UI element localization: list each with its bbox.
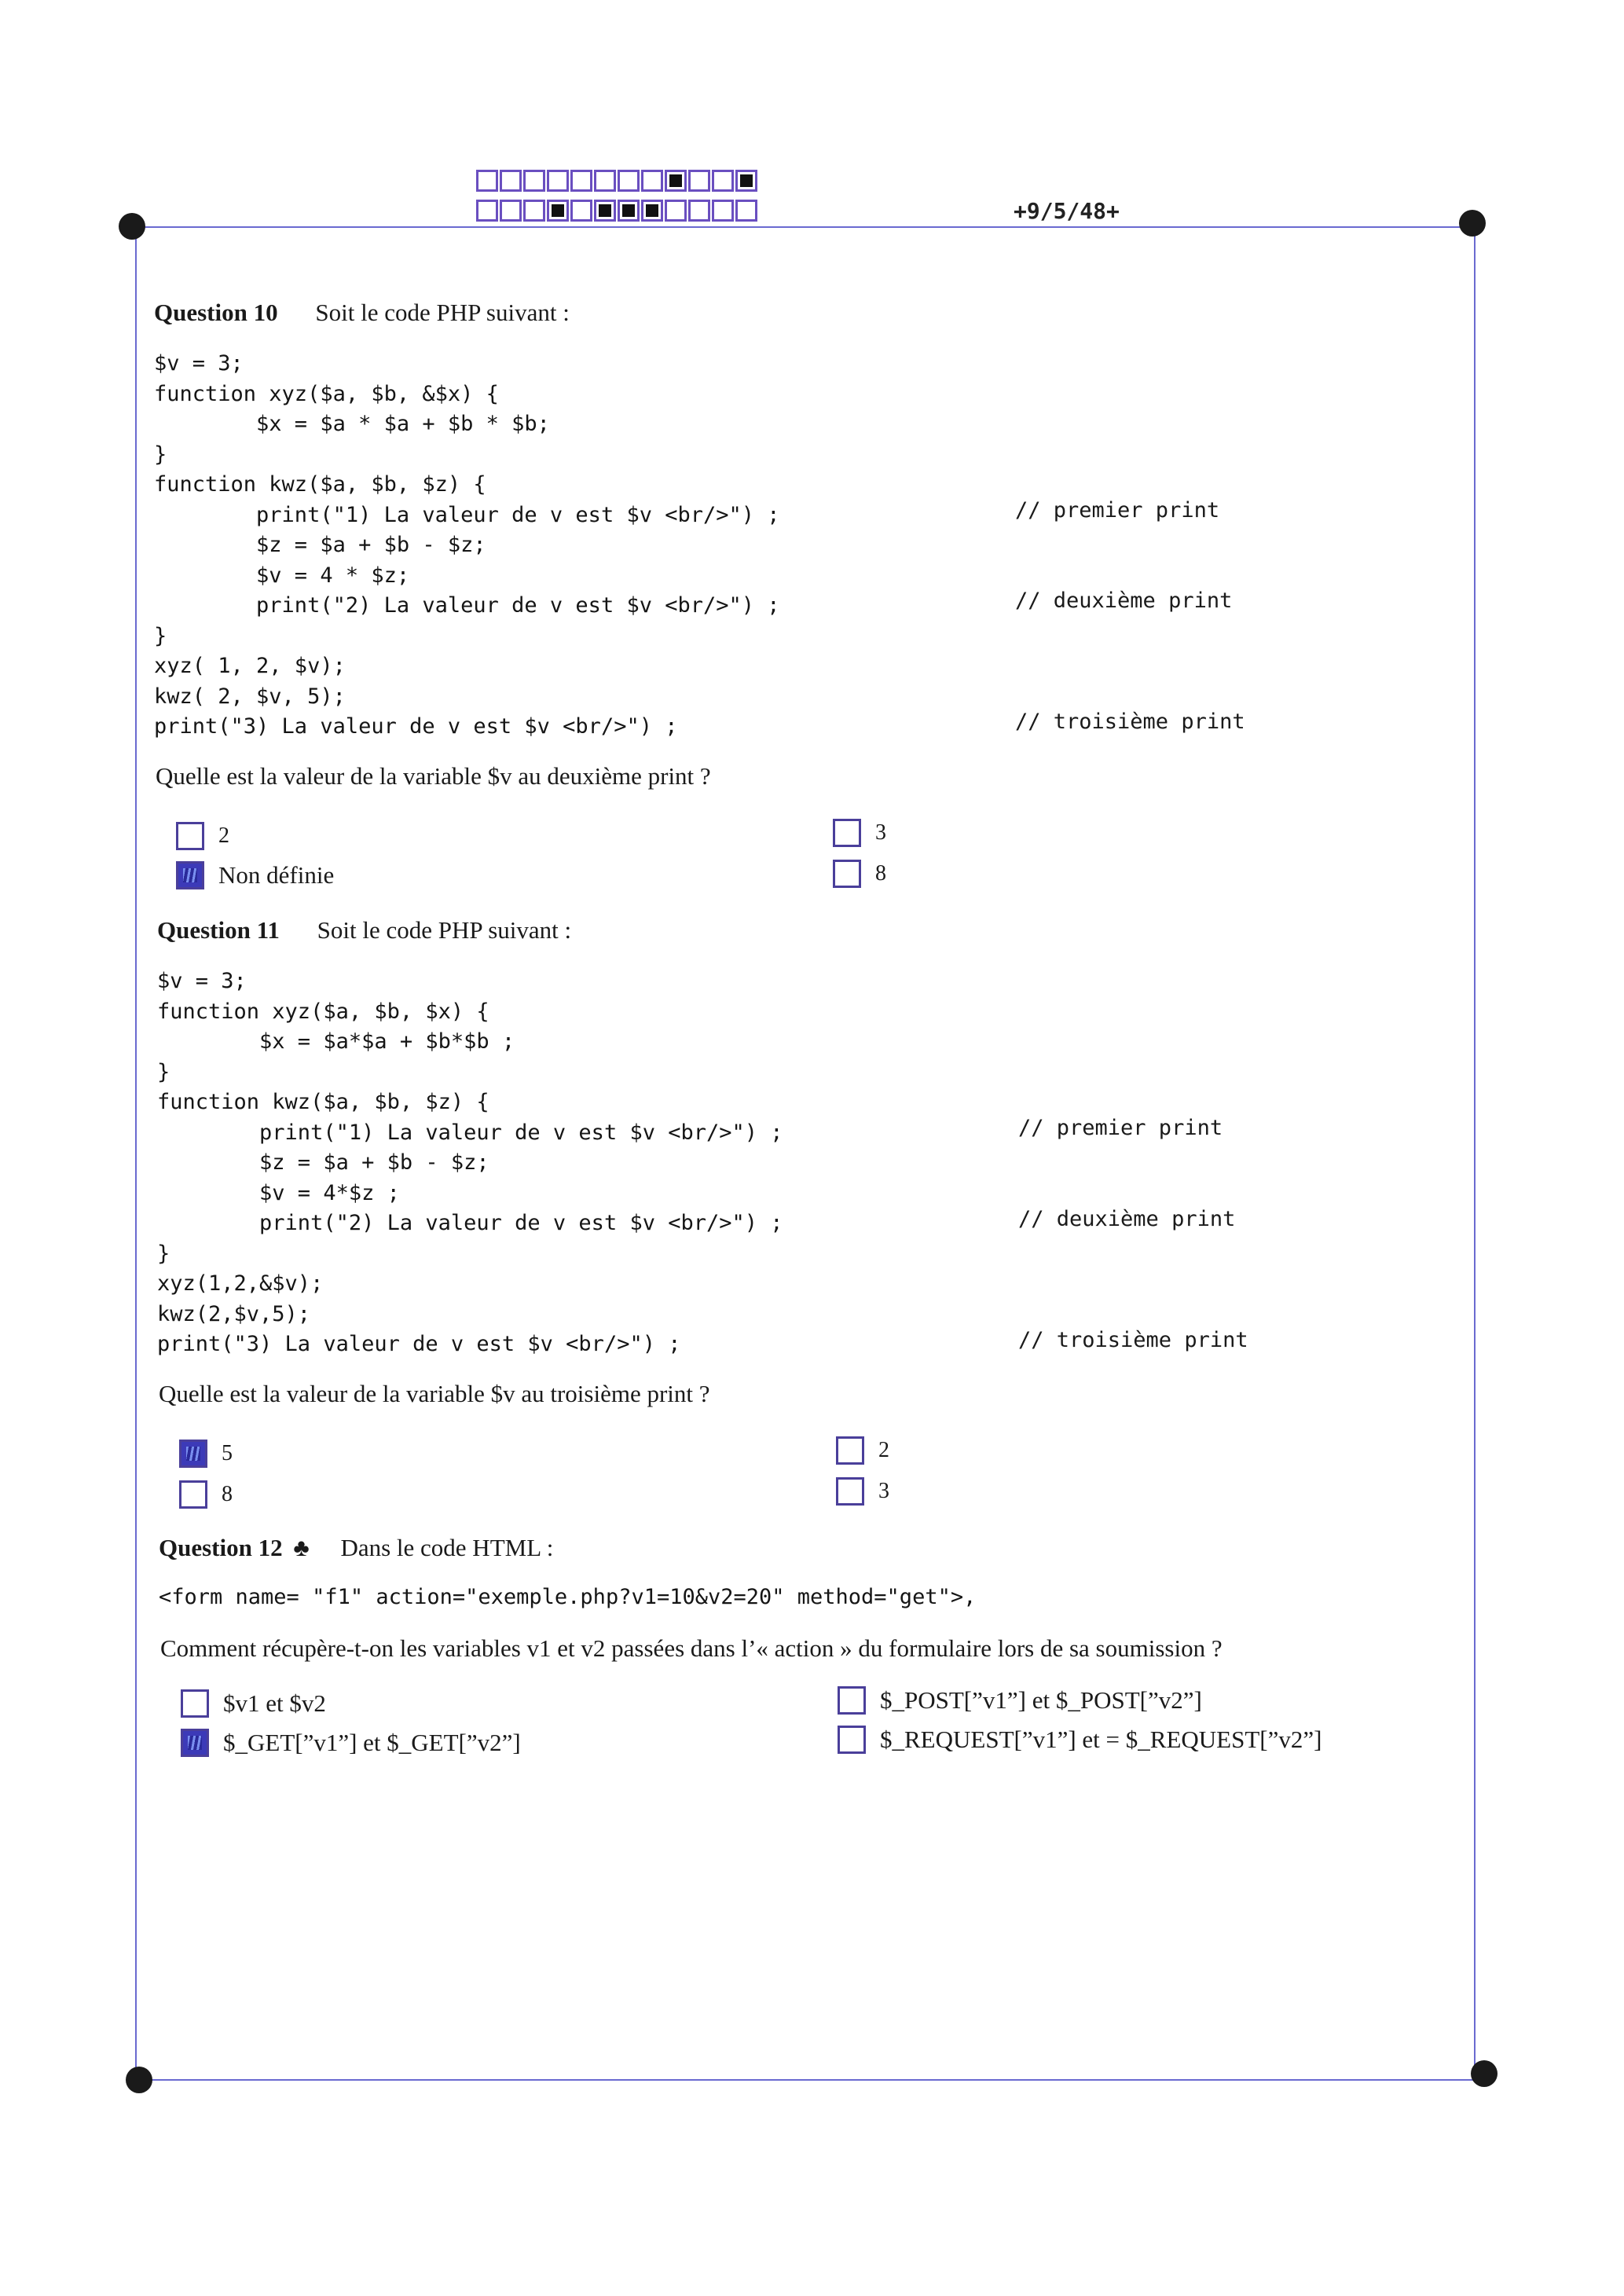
barcode-cell — [523, 200, 545, 222]
q12-option-post-checkbox[interactable] — [838, 1686, 866, 1715]
q11-question: Quelle est la valeur de la variable $v au troisième print ? — [159, 1380, 710, 1407]
code-line: function kwz($a, $b, $z) { — [157, 1090, 489, 1114]
q10-option-3-checkbox[interactable] — [833, 819, 861, 847]
barcode-cell — [712, 200, 734, 222]
barcode-cell — [476, 170, 498, 192]
q10-option-non-definie-checkbox[interactable] — [176, 861, 204, 889]
barcode-cell — [476, 200, 498, 222]
barcode-cell — [500, 200, 522, 222]
code-line: $v = 4*$z ; — [157, 1180, 400, 1205]
q11-option-8[interactable] — [179, 1480, 233, 1509]
barcode-cell — [735, 170, 757, 192]
q10-option-2-label: 2 — [218, 823, 229, 848]
q10-option-8-checkbox[interactable] — [833, 860, 861, 888]
code-line: } — [157, 1241, 170, 1266]
q12-question: Comment récupère-t-on les variables v1 et v2 passées dans l’« action » du formulaire lors de sa soumission ? — [160, 1634, 1223, 1662]
q10-code-block — [154, 349, 780, 743]
code-line: $x = $a * $a + $b * $b; — [154, 412, 550, 436]
q11-option-2[interactable] — [836, 1436, 889, 1465]
barcode-top-row — [476, 170, 759, 192]
barcode-cell — [735, 200, 757, 222]
q11-intro: Soit le code PHP suivant : — [317, 916, 572, 944]
q11-option-5-label: 5 — [222, 1441, 233, 1465]
page-identifier: +9/5/48+ — [1014, 198, 1120, 224]
q10-option-non-definie[interactable] — [176, 861, 334, 889]
code-line: } — [154, 442, 167, 467]
barcode-cell — [547, 170, 569, 192]
barcode-cell — [594, 170, 616, 192]
q10-comment-third: // troisième print — [1015, 710, 1245, 734]
code-line: print("2) La valeur de v est $v <br/>") ; — [154, 593, 780, 618]
q12-option-v1-v2-label: $v1 et $v2 — [223, 1689, 326, 1717]
code-line: print("1) La valeur de v est $v <br/>") ; — [154, 502, 780, 527]
barcode-cell — [641, 170, 663, 192]
corner-marker-bottom-right — [1471, 2060, 1498, 2087]
q10-intro: Soit le code PHP suivant : — [315, 299, 570, 326]
barcode-cell — [500, 170, 522, 192]
q12-option-v1-v2-checkbox[interactable] — [181, 1689, 209, 1718]
q10-option-3-label: 3 — [875, 820, 886, 845]
q12-title — [159, 1534, 553, 1562]
q11-code-block — [157, 966, 783, 1360]
code-line: print("1) La valeur de v est $v <br/>") ; — [157, 1120, 783, 1145]
barcode-cell — [641, 200, 663, 222]
q12-option-post[interactable] — [838, 1686, 1202, 1715]
q11-option-3-label: 3 — [878, 1479, 889, 1503]
q10-option-non-definie-label: Non définie — [218, 861, 335, 889]
q11-option-3[interactable] — [836, 1477, 889, 1506]
q11-option-5-checkbox[interactable] — [179, 1440, 207, 1468]
code-line: kwz( 2, $v, 5); — [154, 684, 346, 709]
barcode-cell — [665, 200, 687, 222]
barcode-cell — [618, 170, 640, 192]
barcode-bottom-row — [476, 200, 759, 222]
q12-option-v1-v2[interactable] — [181, 1689, 326, 1718]
q10-comment-second: // deuxième print — [1015, 589, 1233, 613]
q11-title — [157, 916, 571, 944]
q11-option-2-checkbox[interactable] — [836, 1436, 864, 1465]
code-line: $v = 4 * $z; — [154, 563, 410, 588]
q11-option-5[interactable] — [179, 1440, 233, 1468]
barcode-cell — [547, 200, 569, 222]
code-line: xyz(1,2,&$v); — [157, 1271, 324, 1296]
q12-option-get-checkbox[interactable] — [181, 1729, 209, 1757]
code-line: $v = 3; — [157, 969, 247, 993]
barcode-cell — [523, 170, 545, 192]
q12-option-get[interactable] — [181, 1729, 521, 1757]
code-line: kwz(2,$v,5); — [157, 1301, 311, 1326]
code-line: print("3) La valeur de v est $v <br/>") ; — [157, 1332, 681, 1356]
code-line: } — [157, 1059, 170, 1084]
q12-option-request-checkbox[interactable] — [838, 1726, 866, 1754]
q12-number: Question 12 — [159, 1534, 283, 1561]
code-line: print("2) La valeur de v est $v <br/>") ; — [157, 1211, 783, 1235]
code-line: $z = $a + $b - $z; — [157, 1150, 489, 1175]
q10-option-3[interactable] — [833, 819, 886, 847]
code-line: xyz( 1, 2, $v); — [154, 654, 346, 678]
q10-option-2[interactable] — [176, 822, 229, 850]
barcode-cell — [618, 200, 640, 222]
q11-option-2-label: 2 — [878, 1438, 889, 1462]
code-line: function xyz($a, $b, &$x) { — [154, 381, 499, 406]
q11-option-8-label: 8 — [222, 1482, 233, 1506]
q12-option-request-label: $_REQUEST[”v1”] et = $_REQUEST[”v2”] — [880, 1726, 1322, 1753]
q11-comment-third: // troisième print — [1018, 1328, 1248, 1352]
code-line: $x = $a*$a + $b*$b ; — [157, 1029, 515, 1054]
barcode-cell — [688, 170, 710, 192]
q10-number: Question 10 — [154, 299, 278, 326]
code-line: function xyz($a, $b, $x) { — [157, 999, 489, 1024]
q10-option-2-checkbox[interactable] — [176, 822, 204, 850]
code-line: function kwz($a, $b, $z) { — [154, 472, 486, 497]
q10-title — [154, 299, 570, 327]
q10-question: Quelle est la valeur de la variable $v au deuxième print ? — [156, 762, 711, 790]
barcode-cell — [594, 200, 616, 222]
barcode-cell — [570, 200, 592, 222]
barcode-cell — [570, 170, 592, 192]
club-symbol-icon: ♣ — [293, 1534, 310, 1561]
q12-option-get-label: $_GET[”v1”] et $_GET[”v2”] — [223, 1729, 521, 1756]
corner-marker-bottom-left — [126, 2067, 152, 2093]
q11-option-3-checkbox[interactable] — [836, 1477, 864, 1506]
q12-intro: Dans le code HTML : — [340, 1534, 554, 1561]
q12-option-request[interactable] — [838, 1726, 1322, 1754]
code-line: $z = $a + $b - $z; — [154, 533, 486, 557]
barcode-cell — [688, 200, 710, 222]
corner-marker-top-left — [119, 213, 145, 240]
q10-option-8-label: 8 — [875, 861, 886, 886]
q11-comment-first: // premier print — [1018, 1116, 1223, 1140]
barcode-cell — [665, 170, 687, 192]
code-line: print("3) La valeur de v est $v <br/>") ; — [154, 714, 678, 739]
barcode-cell — [712, 170, 734, 192]
q11-option-8-checkbox[interactable] — [179, 1480, 207, 1509]
q12-option-post-label: $_POST[”v1”] et $_POST[”v2”] — [880, 1686, 1202, 1714]
q12-code-line: <form name= "f1" action="exemple.php?v1=10&v2=20" method="get">, — [159, 1585, 977, 1609]
q11-comment-second: // deuxième print — [1018, 1207, 1236, 1231]
q10-comment-first: // premier print — [1015, 498, 1220, 523]
corner-marker-top-right — [1459, 210, 1486, 237]
q10-option-8[interactable] — [833, 860, 886, 888]
code-line: $v = 3; — [154, 351, 244, 376]
q11-number: Question 11 — [157, 916, 280, 944]
code-line: } — [154, 623, 167, 648]
